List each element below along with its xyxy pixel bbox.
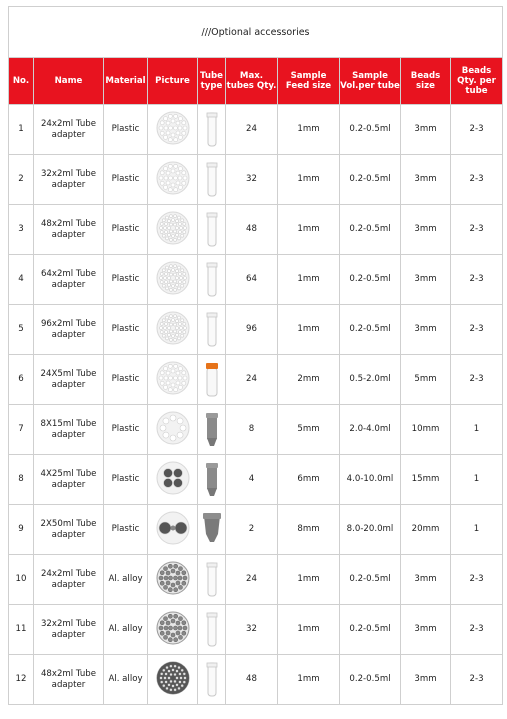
beads-qty: 2-3 xyxy=(451,305,503,355)
adapter-name: 24x2ml Tube adapter xyxy=(34,105,104,155)
col-feed-size: Sample Feed size xyxy=(278,58,340,105)
adapter-name: 2X50ml Tube adapter xyxy=(34,505,104,555)
sample-feed-size: 1mm xyxy=(278,555,340,605)
material: Plastic xyxy=(104,455,148,505)
sample-volume: 0.2-0.5ml xyxy=(340,205,401,255)
2ml-tube-icon xyxy=(198,655,226,705)
row-number: 5 xyxy=(9,305,34,355)
beads-size: 3mm xyxy=(401,105,451,155)
sample-volume: 2.0-4.0ml xyxy=(340,405,401,455)
2ml-tube-icon xyxy=(198,555,226,605)
sample-feed-size: 1mm xyxy=(278,105,340,155)
table-row xyxy=(9,555,503,605)
sample-volume: 4.0-10.0ml xyxy=(340,455,401,505)
row-number: 10 xyxy=(9,555,34,605)
row-number: 6 xyxy=(9,355,34,405)
beads-size: 3mm xyxy=(401,605,451,655)
material: Plastic xyxy=(104,205,148,255)
accessories-sheet xyxy=(8,6,502,705)
row-number: 11 xyxy=(9,605,34,655)
col-no: No. xyxy=(9,58,34,105)
adapter-4-icon xyxy=(148,455,198,505)
metal-adapter-24-icon xyxy=(148,555,198,605)
2ml-tube-icon xyxy=(198,205,226,255)
sample-feed-size: 5mm xyxy=(278,405,340,455)
max-tubes-qty: 4 xyxy=(226,455,278,505)
adapter-64-icon xyxy=(148,255,198,305)
sample-volume: 0.2-0.5ml xyxy=(340,555,401,605)
adapter-name: 48x2ml Tube adapter xyxy=(34,205,104,255)
beads-size: 3mm xyxy=(401,555,451,605)
col-name: Name xyxy=(34,58,104,105)
adapter-24-5ml-icon xyxy=(148,355,198,405)
adapter-name: 8X15ml Tube adapter xyxy=(34,405,104,455)
beads-size: 15mm xyxy=(401,455,451,505)
row-number: 3 xyxy=(9,205,34,255)
table-row xyxy=(9,155,503,205)
50ml-tube-icon xyxy=(198,505,226,555)
25ml-tube-icon xyxy=(198,455,226,505)
accessories-table xyxy=(8,6,503,705)
beads-qty: 2-3 xyxy=(451,105,503,155)
material: Plastic xyxy=(104,405,148,455)
max-tubes-qty: 32 xyxy=(226,605,278,655)
table-row xyxy=(9,355,503,405)
material: Al. alloy xyxy=(104,605,148,655)
col-picture: Picture xyxy=(148,58,198,105)
beads-qty: 2-3 xyxy=(451,655,503,705)
max-tubes-qty: 48 xyxy=(226,205,278,255)
adapter-name: 24x2ml Tube adapter xyxy=(34,555,104,605)
sample-feed-size: 1mm xyxy=(278,605,340,655)
adapter-name: 48x2ml Tube adapter xyxy=(34,655,104,705)
max-tubes-qty: 64 xyxy=(226,255,278,305)
material: Plastic xyxy=(104,505,148,555)
row-number: 4 xyxy=(9,255,34,305)
metal-adapter-48-icon xyxy=(148,655,198,705)
adapter-48-icon xyxy=(148,205,198,255)
material: Plastic xyxy=(104,255,148,305)
header-row xyxy=(9,58,503,105)
sample-volume: 0.2-0.5ml xyxy=(340,655,401,705)
2ml-tube-icon xyxy=(198,155,226,205)
beads-size: 3mm xyxy=(401,305,451,355)
5ml-tube-icon xyxy=(198,355,226,405)
max-tubes-qty: 2 xyxy=(226,505,278,555)
max-tubes-qty: 24 xyxy=(226,105,278,155)
15ml-tube-icon xyxy=(198,405,226,455)
adapter-24-icon xyxy=(148,105,198,155)
beads-qty: 2-3 xyxy=(451,205,503,255)
material: Plastic xyxy=(104,155,148,205)
beads-qty: 2-3 xyxy=(451,155,503,205)
row-number: 7 xyxy=(9,405,34,455)
beads-size: 10mm xyxy=(401,405,451,455)
material: Plastic xyxy=(104,305,148,355)
table-row xyxy=(9,255,503,305)
sample-feed-size: 1mm xyxy=(278,655,340,705)
table-row xyxy=(9,505,503,555)
row-number: 8 xyxy=(9,455,34,505)
adapter-name: 24X5ml Tube adapter xyxy=(34,355,104,405)
max-tubes-qty: 96 xyxy=(226,305,278,355)
row-number: 1 xyxy=(9,105,34,155)
col-max-tubes: Max. tubes Qty. xyxy=(226,58,278,105)
sample-feed-size: 6mm xyxy=(278,455,340,505)
beads-size: 3mm xyxy=(401,655,451,705)
table-title: ///Optional accessories xyxy=(9,7,503,58)
col-sample-vol: Sample Vol.per tube xyxy=(340,58,401,105)
2ml-tube-icon xyxy=(198,105,226,155)
max-tubes-qty: 8 xyxy=(226,405,278,455)
sample-volume: 0.2-0.5ml xyxy=(340,305,401,355)
sample-feed-size: 1mm xyxy=(278,305,340,355)
material: Al. alloy xyxy=(104,655,148,705)
beads-size: 20mm xyxy=(401,505,451,555)
2ml-tube-icon xyxy=(198,305,226,355)
table-row xyxy=(9,305,503,355)
col-beads-qty: Beads Qty. per tube xyxy=(451,58,503,105)
sample-volume: 0.2-0.5ml xyxy=(340,105,401,155)
beads-qty: 2-3 xyxy=(451,355,503,405)
adapter-name: 4X25ml Tube adapter xyxy=(34,455,104,505)
max-tubes-qty: 48 xyxy=(226,655,278,705)
beads-size: 3mm xyxy=(401,255,451,305)
max-tubes-qty: 24 xyxy=(226,355,278,405)
material: Al. alloy xyxy=(104,555,148,605)
sample-volume: 0.2-0.5ml xyxy=(340,155,401,205)
adapter-name: 32x2ml Tube adapter xyxy=(34,605,104,655)
adapter-2-icon xyxy=(148,505,198,555)
sample-volume: 8.0-20.0ml xyxy=(340,505,401,555)
beads-qty: 2-3 xyxy=(451,605,503,655)
adapter-8-icon xyxy=(148,405,198,455)
sample-feed-size: 1mm xyxy=(278,255,340,305)
table-row xyxy=(9,655,503,705)
sample-feed-size: 1mm xyxy=(278,155,340,205)
table-row xyxy=(9,405,503,455)
sample-volume: 0.2-0.5ml xyxy=(340,255,401,305)
col-material: Material xyxy=(104,58,148,105)
metal-adapter-32-icon xyxy=(148,605,198,655)
beads-qty: 1 xyxy=(451,405,503,455)
sample-volume: 0.5-2.0ml xyxy=(340,355,401,405)
material: Plastic xyxy=(104,105,148,155)
adapter-96-icon xyxy=(148,305,198,355)
table-row xyxy=(9,205,503,255)
table-row xyxy=(9,605,503,655)
row-number: 2 xyxy=(9,155,34,205)
sample-feed-size: 1mm xyxy=(278,205,340,255)
beads-qty: 2-3 xyxy=(451,555,503,605)
col-beads-size: Beads size xyxy=(401,58,451,105)
col-tube-type: Tube type xyxy=(198,58,226,105)
beads-size: 3mm xyxy=(401,155,451,205)
2ml-tube-icon xyxy=(198,255,226,305)
beads-qty: 2-3 xyxy=(451,255,503,305)
sample-feed-size: 8mm xyxy=(278,505,340,555)
beads-qty: 1 xyxy=(451,455,503,505)
adapter-32-icon xyxy=(148,155,198,205)
sample-volume: 0.2-0.5ml xyxy=(340,605,401,655)
beads-qty: 1 xyxy=(451,505,503,555)
table-row xyxy=(9,105,503,155)
beads-size: 3mm xyxy=(401,205,451,255)
max-tubes-qty: 24 xyxy=(226,555,278,605)
table-row xyxy=(9,455,503,505)
sample-feed-size: 2mm xyxy=(278,355,340,405)
row-number: 12 xyxy=(9,655,34,705)
max-tubes-qty: 32 xyxy=(226,155,278,205)
2ml-tube-icon xyxy=(198,605,226,655)
beads-size: 5mm xyxy=(401,355,451,405)
adapter-name: 64x2ml Tube adapter xyxy=(34,255,104,305)
adapter-name: 96x2ml Tube adapter xyxy=(34,305,104,355)
adapter-name: 32x2ml Tube adapter xyxy=(34,155,104,205)
row-number: 9 xyxy=(9,505,34,555)
material: Plastic xyxy=(104,355,148,405)
